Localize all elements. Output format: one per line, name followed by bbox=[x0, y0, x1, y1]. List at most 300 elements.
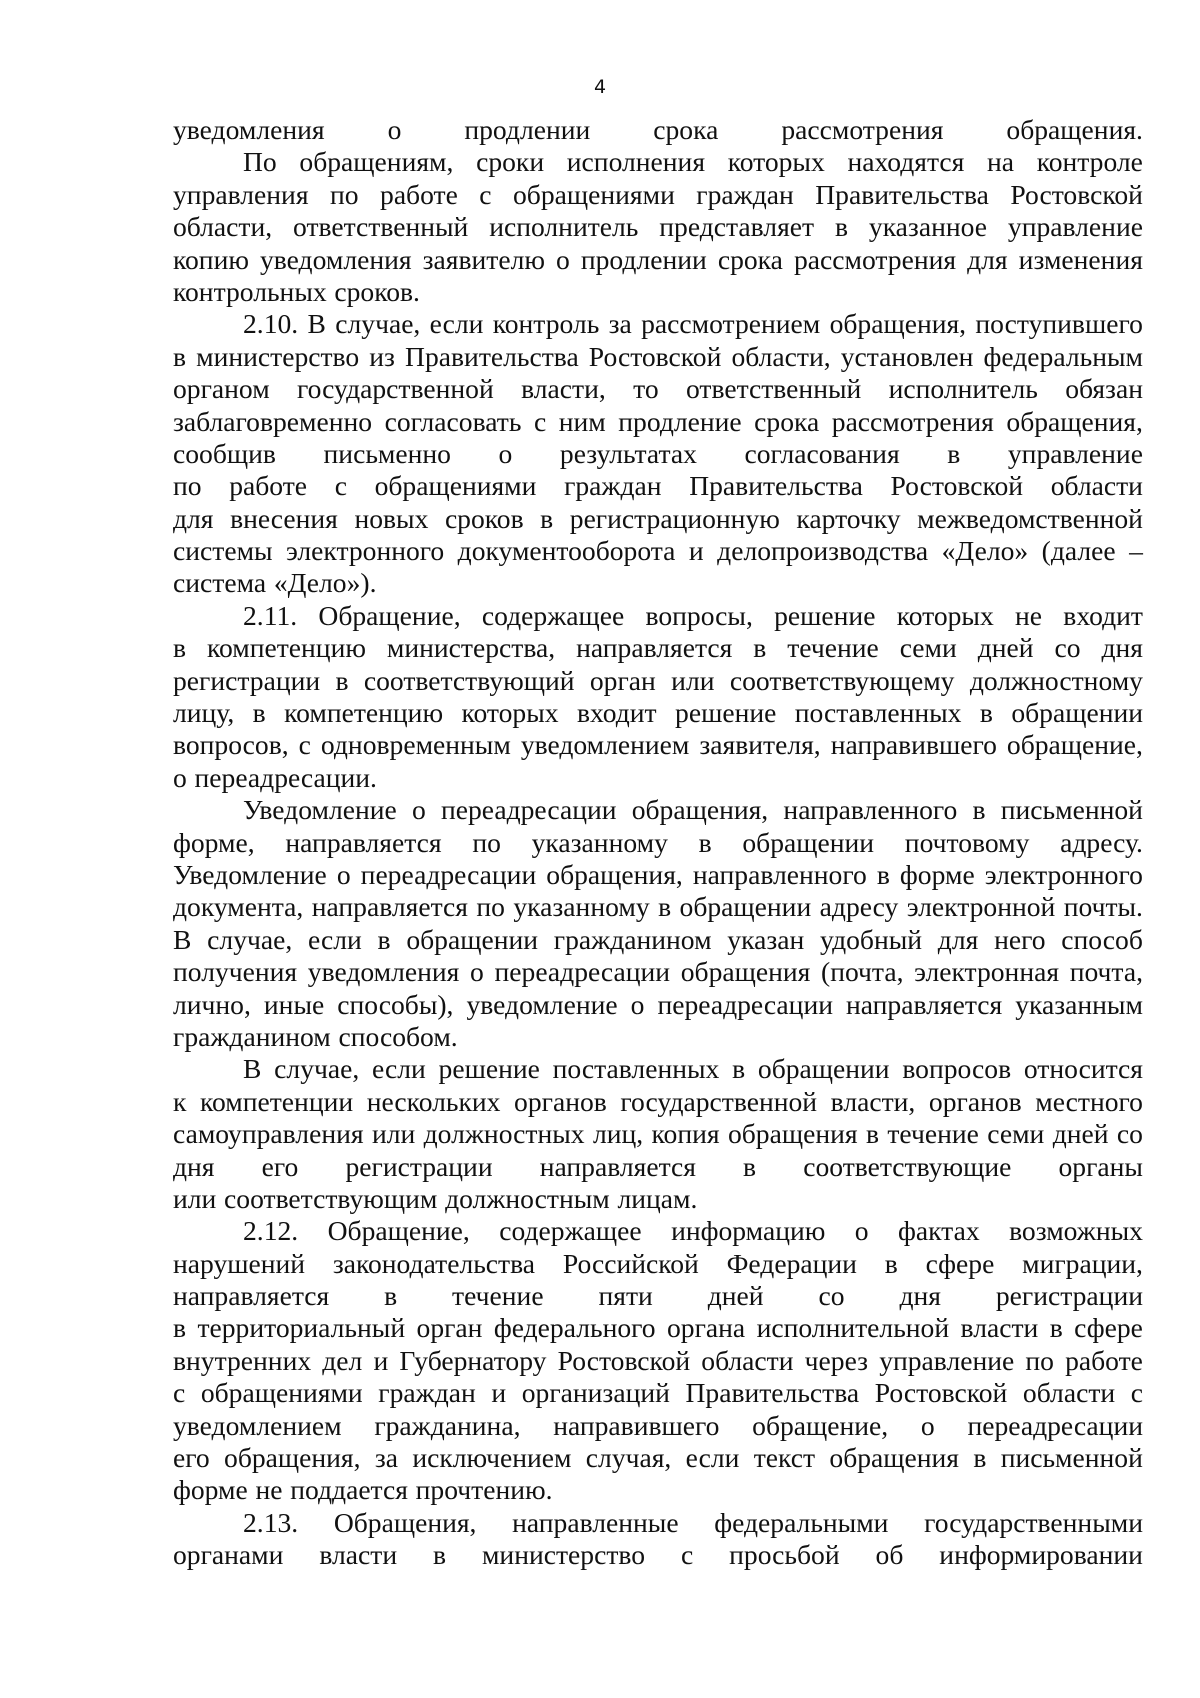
word: в bbox=[173, 340, 187, 372]
word: должностным bbox=[445, 1182, 610, 1214]
word: и bbox=[373, 1344, 389, 1376]
word: электронного bbox=[286, 535, 445, 567]
word: обращения bbox=[680, 956, 811, 988]
word: в bbox=[335, 664, 349, 696]
text-line bbox=[173, 1345, 1143, 1377]
word: содержащее bbox=[481, 599, 625, 631]
word: в bbox=[947, 437, 961, 469]
word: в bbox=[865, 1118, 879, 1150]
word: Ростовской bbox=[557, 1344, 691, 1376]
word: граждан bbox=[696, 178, 794, 210]
word: информацию bbox=[671, 1215, 826, 1247]
word: органов bbox=[514, 1085, 607, 1117]
page-number: 4 bbox=[593, 76, 607, 98]
word: обращения, bbox=[546, 858, 683, 890]
word: направляется bbox=[173, 1280, 330, 1312]
word: представляет bbox=[659, 211, 815, 243]
word: за bbox=[608, 308, 632, 340]
word: органы bbox=[1058, 1150, 1143, 1182]
word: В bbox=[307, 308, 326, 340]
word: направленного bbox=[692, 858, 867, 890]
text-line bbox=[173, 244, 1143, 276]
word: указанным bbox=[1015, 988, 1143, 1020]
word: работе bbox=[229, 470, 308, 502]
word: обращении bbox=[757, 1053, 890, 1085]
word: в bbox=[876, 858, 890, 890]
word: управление bbox=[1007, 437, 1143, 469]
word: межведомственной bbox=[917, 502, 1143, 534]
word: в bbox=[173, 632, 187, 664]
word: в bbox=[973, 1442, 987, 1474]
word: соответствующие bbox=[803, 1150, 1012, 1182]
word: лицам. bbox=[617, 1182, 698, 1214]
text-line bbox=[173, 146, 1143, 178]
word: в bbox=[698, 826, 712, 858]
word: фактах bbox=[898, 1215, 980, 1247]
word: гражданином bbox=[173, 1020, 331, 1052]
word: министерство bbox=[196, 340, 360, 372]
text-line bbox=[173, 1151, 1143, 1183]
word: органа bbox=[666, 1312, 746, 1344]
word: области, bbox=[173, 211, 273, 243]
text-line bbox=[173, 1053, 1143, 1085]
word: Правительства bbox=[405, 340, 579, 372]
word: власти bbox=[319, 1539, 398, 1571]
word: и bbox=[688, 535, 704, 567]
word: ответственный bbox=[686, 373, 862, 405]
word: направляется bbox=[539, 1150, 696, 1182]
word: области bbox=[1022, 1377, 1116, 1409]
word: рассмотрения bbox=[781, 114, 944, 145]
text-line bbox=[173, 1183, 1143, 1215]
word: течение bbox=[452, 1280, 544, 1312]
word: Обращение, bbox=[327, 1215, 470, 1247]
word: согласовать bbox=[384, 405, 522, 437]
word: обращениями bbox=[513, 178, 675, 210]
word: (далее bbox=[1041, 535, 1116, 567]
word: сфере bbox=[925, 1247, 995, 1279]
word: которых bbox=[461, 697, 559, 729]
word: почтовому bbox=[904, 826, 1030, 858]
text-line bbox=[173, 179, 1143, 211]
word: срока bbox=[653, 114, 719, 145]
word: дел bbox=[322, 1344, 363, 1376]
word: сроки bbox=[476, 146, 545, 178]
word: почты. bbox=[1063, 891, 1143, 923]
word: семи bbox=[987, 1118, 1045, 1150]
word: нарушений bbox=[173, 1247, 306, 1279]
word: результатах bbox=[559, 437, 697, 469]
word: указан bbox=[727, 923, 805, 955]
word: в bbox=[743, 1150, 757, 1182]
word: вопросы, bbox=[645, 599, 753, 631]
text-line bbox=[173, 438, 1143, 470]
word: поставленных bbox=[552, 1053, 720, 1085]
word: лицу, bbox=[173, 697, 235, 729]
word: согласования bbox=[744, 437, 900, 469]
text-line bbox=[173, 1474, 1143, 1506]
text-line bbox=[173, 729, 1143, 761]
word: организаций bbox=[521, 1377, 670, 1409]
word: него bbox=[994, 923, 1046, 955]
word: гражданина, bbox=[374, 1409, 521, 1441]
word: работе bbox=[1065, 1344, 1143, 1376]
word: сфере bbox=[1074, 1312, 1143, 1344]
word: местного bbox=[1035, 1085, 1143, 1117]
word: возможных bbox=[1009, 1215, 1143, 1247]
word: решение bbox=[675, 697, 777, 729]
word: Правительства bbox=[815, 178, 989, 210]
word: случая, bbox=[585, 1442, 672, 1474]
word: продлении bbox=[580, 243, 707, 275]
word: о bbox=[336, 858, 351, 890]
word: Федерации bbox=[726, 1247, 857, 1279]
word: дней bbox=[707, 1280, 764, 1312]
word: о bbox=[387, 114, 402, 145]
word: сроков bbox=[444, 502, 524, 534]
word: по bbox=[329, 178, 359, 210]
word: которых bbox=[896, 599, 994, 631]
word: если bbox=[308, 923, 362, 955]
word: не bbox=[255, 1474, 283, 1506]
word: копия bbox=[651, 1118, 720, 1150]
word: в bbox=[753, 632, 767, 664]
word: Губернатору bbox=[399, 1344, 547, 1376]
word: письменной bbox=[1000, 794, 1143, 826]
text-line bbox=[173, 794, 1143, 826]
word: Правительства bbox=[685, 1377, 860, 1409]
word: в bbox=[252, 697, 266, 729]
word: регистрационную bbox=[569, 502, 780, 534]
word: исполнения bbox=[566, 146, 706, 178]
text-line bbox=[173, 1507, 1143, 1539]
text-line bbox=[173, 924, 1143, 956]
word: по bbox=[472, 826, 501, 858]
document-body bbox=[173, 114, 1143, 1572]
text-line bbox=[173, 1086, 1143, 1118]
word: в bbox=[834, 211, 848, 243]
word: способ bbox=[1061, 923, 1143, 955]
text-line bbox=[173, 1280, 1143, 1312]
word: государственной bbox=[297, 373, 494, 405]
word: рассмотрением bbox=[641, 308, 821, 340]
word: власти bbox=[960, 1312, 1039, 1344]
word: направляется bbox=[846, 988, 1003, 1020]
word: заблаговременно bbox=[173, 405, 373, 437]
word: в bbox=[540, 502, 554, 534]
word: 2.13. bbox=[243, 1506, 299, 1538]
word: в bbox=[972, 794, 986, 826]
word: о bbox=[630, 988, 645, 1020]
word: рассмотрения bbox=[793, 243, 957, 275]
word: поставленных bbox=[794, 697, 962, 729]
word: федеральным bbox=[983, 340, 1143, 372]
word: с bbox=[173, 1377, 186, 1409]
word: содержащее bbox=[499, 1215, 642, 1247]
word: должностных bbox=[423, 1118, 585, 1150]
word: регистрации bbox=[173, 664, 321, 696]
word: с bbox=[334, 470, 347, 502]
word: случае, bbox=[274, 1053, 360, 1085]
word: граждан bbox=[564, 470, 662, 502]
word: «Дело»). bbox=[273, 567, 377, 599]
word: о bbox=[411, 794, 426, 826]
text-line bbox=[173, 373, 1143, 405]
word: относится bbox=[1023, 1053, 1143, 1085]
word: обращение, bbox=[1006, 729, 1143, 761]
word: способы), bbox=[337, 988, 454, 1020]
word: направляется bbox=[311, 891, 468, 923]
word: о bbox=[498, 437, 513, 469]
word: или bbox=[371, 1118, 416, 1150]
word: направившего bbox=[830, 729, 997, 761]
word: входит bbox=[1063, 599, 1143, 631]
word: продление bbox=[618, 405, 742, 437]
word: контрольных bbox=[173, 275, 327, 307]
word: электронной bbox=[906, 891, 1056, 923]
text-line bbox=[173, 1021, 1143, 1053]
word: направившего bbox=[553, 1409, 720, 1441]
word: федеральными bbox=[714, 1506, 889, 1538]
word: направляется bbox=[285, 826, 442, 858]
word: лиц, bbox=[592, 1118, 644, 1150]
text-line bbox=[173, 1377, 1143, 1409]
word: гражданином bbox=[553, 923, 712, 955]
word: рассмотрения bbox=[831, 405, 994, 437]
word: со bbox=[1116, 1118, 1143, 1150]
word: регистрации bbox=[995, 1280, 1143, 1312]
text-line bbox=[173, 762, 1143, 794]
text-line bbox=[173, 891, 1143, 923]
text-line bbox=[173, 1539, 1143, 1571]
word: компетенции bbox=[200, 1085, 354, 1117]
word: о bbox=[470, 956, 484, 988]
word: исполнитель bbox=[489, 211, 639, 243]
word: дней bbox=[977, 632, 1034, 664]
word: в bbox=[384, 1280, 398, 1312]
word: обращении bbox=[406, 923, 539, 955]
word: 2.11. bbox=[243, 599, 298, 631]
word: обращения. bbox=[1006, 114, 1143, 145]
word: дня bbox=[173, 1150, 215, 1182]
word: власти, bbox=[521, 373, 606, 405]
word: форме bbox=[899, 858, 975, 890]
word: обращениями bbox=[374, 470, 537, 502]
word: по bbox=[1025, 1344, 1054, 1376]
word: с bbox=[533, 405, 547, 437]
word: в bbox=[732, 1053, 746, 1085]
text-line bbox=[173, 567, 1143, 599]
word: сроков. bbox=[334, 275, 420, 307]
text-line bbox=[173, 341, 1143, 373]
word: для bbox=[937, 923, 979, 955]
word: министерство bbox=[481, 1539, 646, 1571]
word: области bbox=[1050, 470, 1143, 502]
word: поддается bbox=[290, 1474, 408, 1506]
word: прочтению. bbox=[415, 1474, 553, 1506]
word: компетенцию bbox=[206, 632, 366, 664]
word: текст bbox=[753, 1442, 816, 1474]
word: в bbox=[1049, 1312, 1063, 1344]
word: Уведомление bbox=[243, 794, 397, 826]
word: контроль bbox=[492, 308, 600, 340]
word: находятся bbox=[847, 146, 965, 178]
word: по bbox=[476, 891, 505, 923]
word: Обращения, bbox=[333, 1506, 477, 1538]
word: переадресации bbox=[494, 956, 671, 988]
word: органами bbox=[173, 1539, 284, 1571]
word: случае, bbox=[335, 308, 421, 340]
word: форме, bbox=[173, 826, 255, 858]
word: Ростовской bbox=[588, 340, 722, 372]
word: продлении bbox=[464, 114, 591, 145]
text-line bbox=[173, 827, 1143, 859]
word: для bbox=[967, 243, 1008, 275]
word: Ростовской bbox=[874, 1377, 1008, 1409]
word: управление bbox=[1007, 211, 1143, 243]
word: ним bbox=[558, 405, 606, 437]
word: в bbox=[433, 1539, 447, 1571]
word: уведомлением bbox=[520, 729, 690, 761]
word: контроле bbox=[1036, 146, 1143, 178]
text-line bbox=[173, 1410, 1143, 1442]
word: электронного bbox=[984, 858, 1143, 890]
word: ответственный bbox=[293, 211, 469, 243]
word: за bbox=[374, 1442, 399, 1474]
word: письменно bbox=[323, 437, 451, 469]
word: документооборота bbox=[457, 535, 676, 567]
text-line bbox=[173, 503, 1143, 535]
word: Правительства bbox=[689, 470, 863, 502]
word: регистрации bbox=[345, 1150, 493, 1182]
word: должностному bbox=[969, 664, 1143, 696]
word: из bbox=[369, 340, 395, 372]
word: орган bbox=[416, 1312, 483, 1344]
word: течение bbox=[787, 632, 879, 664]
word: Уведомление bbox=[173, 858, 327, 890]
word: обращения, bbox=[829, 308, 967, 340]
word: обязан bbox=[1065, 373, 1143, 405]
word: Ростовской bbox=[1010, 178, 1143, 210]
word: обращения bbox=[727, 1118, 858, 1150]
word: об bbox=[875, 1539, 904, 1571]
word: изменения bbox=[1018, 243, 1143, 275]
word: о bbox=[556, 243, 570, 275]
word: через bbox=[804, 1344, 869, 1376]
word: семи bbox=[899, 632, 957, 664]
word: течение bbox=[887, 1118, 979, 1150]
word: входит bbox=[576, 697, 657, 729]
word: переадресации bbox=[657, 988, 833, 1020]
word: исполнитель bbox=[888, 373, 1038, 405]
word: исполнительной bbox=[756, 1312, 950, 1344]
word: В bbox=[243, 1053, 262, 1085]
text-line bbox=[173, 535, 1143, 567]
word: вопросов bbox=[902, 1053, 1012, 1085]
word: с bbox=[680, 1539, 694, 1571]
word: области, bbox=[731, 340, 831, 372]
word: если bbox=[685, 1442, 740, 1474]
word: направляется bbox=[576, 632, 733, 664]
word: новых bbox=[354, 502, 429, 534]
text-line bbox=[173, 211, 1143, 243]
word: орган bbox=[589, 664, 656, 696]
word: уведомления bbox=[307, 956, 460, 988]
word: пяти bbox=[598, 1280, 653, 1312]
word: со bbox=[1054, 632, 1081, 664]
text-line bbox=[173, 276, 1143, 308]
word: если bbox=[429, 308, 484, 340]
word: для bbox=[173, 502, 214, 534]
text-line bbox=[173, 114, 1143, 146]
word: области bbox=[701, 1344, 794, 1376]
word: 2.12. bbox=[243, 1215, 299, 1247]
word: получения bbox=[173, 956, 298, 988]
word: с bbox=[479, 178, 492, 210]
word: переадресации bbox=[967, 1409, 1143, 1441]
text-line bbox=[173, 470, 1143, 502]
word: поступившего bbox=[975, 308, 1143, 340]
word: иные bbox=[263, 988, 325, 1020]
word: со bbox=[818, 1280, 845, 1312]
word: Российской bbox=[562, 1247, 699, 1279]
text-line bbox=[173, 308, 1143, 340]
word: соответствующий bbox=[363, 664, 575, 696]
word: соответствующему bbox=[729, 664, 955, 696]
word: его bbox=[173, 1442, 210, 1474]
word: самоуправления bbox=[173, 1118, 364, 1150]
word: нескольких bbox=[366, 1085, 501, 1117]
text-line bbox=[173, 665, 1143, 697]
word: граждан bbox=[378, 1377, 476, 1409]
word: с bbox=[1130, 1377, 1143, 1409]
word: исключением bbox=[412, 1442, 572, 1474]
word: карточку bbox=[796, 502, 901, 534]
word: о bbox=[173, 761, 187, 793]
word: уведомления bbox=[173, 114, 325, 145]
word: обращения bbox=[829, 1442, 959, 1474]
word: документа, bbox=[173, 891, 304, 923]
word: управление bbox=[879, 1344, 1015, 1376]
word: дня bbox=[899, 1280, 941, 1312]
word: срока bbox=[754, 405, 820, 437]
word: компетенцию bbox=[284, 697, 444, 729]
word: Ростовской bbox=[890, 470, 1024, 502]
word: указанному bbox=[531, 826, 668, 858]
word: 2.10. bbox=[243, 308, 299, 340]
word: в bbox=[884, 1247, 898, 1279]
word: направленные bbox=[512, 1506, 679, 1538]
word: направленного bbox=[783, 794, 958, 826]
text-line bbox=[173, 697, 1143, 729]
word: государственной bbox=[620, 1085, 818, 1117]
word: Обращение, bbox=[318, 599, 461, 631]
word: «Дело» bbox=[941, 535, 1029, 567]
word: информировании bbox=[939, 1539, 1143, 1571]
word: по bbox=[173, 470, 202, 502]
word: лично, bbox=[173, 988, 251, 1020]
text-line bbox=[173, 632, 1143, 664]
word: система bbox=[173, 567, 267, 599]
word: форме bbox=[173, 1474, 248, 1506]
word: с bbox=[298, 729, 311, 761]
word: законодательства bbox=[332, 1247, 536, 1279]
word: о bbox=[920, 1409, 935, 1441]
word: в bbox=[658, 891, 672, 923]
word: переадресации bbox=[360, 858, 537, 890]
word: к bbox=[173, 1085, 187, 1117]
word: внутренних bbox=[173, 1344, 312, 1376]
